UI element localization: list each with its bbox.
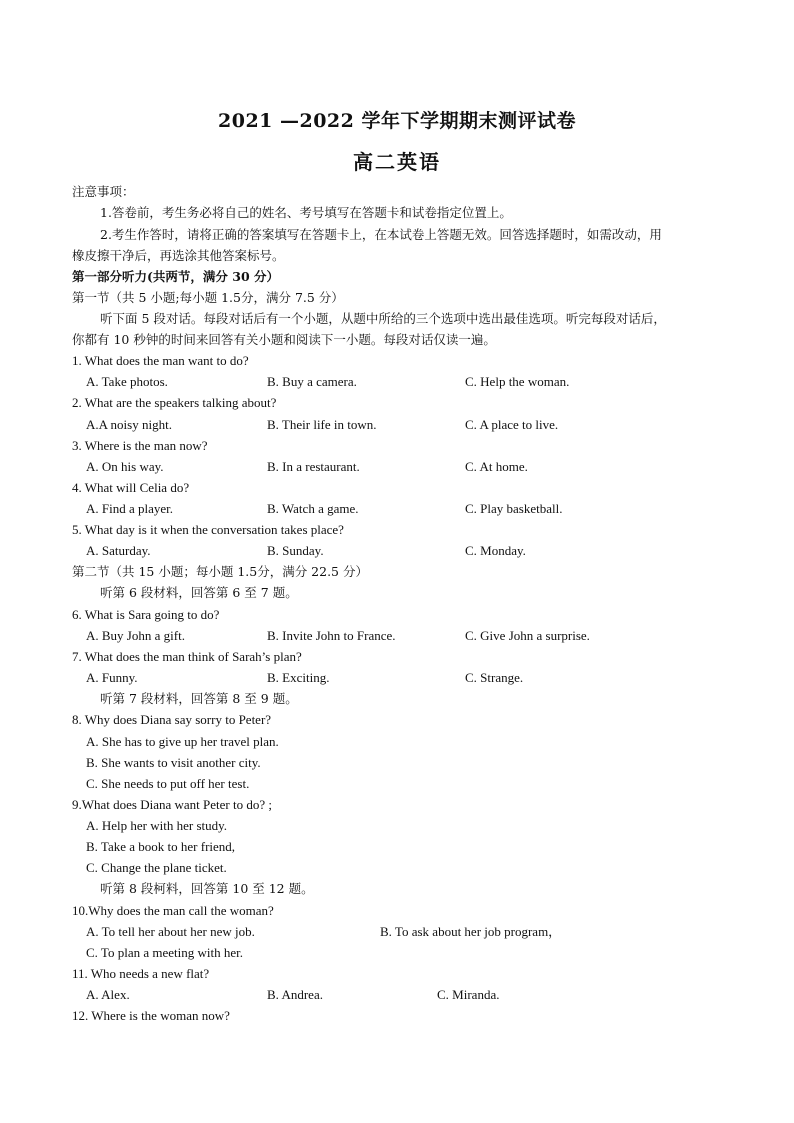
part1-heading: 第一部分听力(共两节，满分 30 分） bbox=[72, 269, 280, 284]
section2-heading: 第二节（共 15 小题；每小题 1.5分，满分 22.5 分） bbox=[72, 564, 368, 579]
material-8-instruction: 听第 8 段柯料，回答第 10 至 12 题。 bbox=[100, 881, 314, 896]
q2-option-b: B. Their life in town. bbox=[267, 417, 377, 432]
material-7-instruction: 听第 7 段材料，回答第 8 至 9 题。 bbox=[100, 691, 298, 706]
question-6: 6. What is Sara going to do? bbox=[72, 607, 220, 622]
q7-option-c: C. Strange. bbox=[465, 670, 524, 685]
question-1: 1. What does the man want to do? bbox=[72, 353, 249, 368]
q9-option-b: B. Take a book to her friend, bbox=[86, 839, 236, 854]
q11-option-c: C. Miranda. bbox=[437, 987, 500, 1002]
q10-option-c: C. To plan a meeting with her. bbox=[86, 945, 243, 960]
q3-option-a: A. On his way. bbox=[86, 459, 164, 474]
q1-option-c: C. Help the woman. bbox=[465, 374, 570, 389]
question-10: 10.Why does the man call the woman? bbox=[72, 903, 274, 918]
q1-option-b: B. Buy a camera. bbox=[267, 374, 357, 389]
q2-option-a: A.A noisy night. bbox=[86, 417, 172, 432]
notice-item-1: 1.答卷前，考生务必将自己的姓名、考号填写在答题卡和试卷指定位置上。 bbox=[100, 205, 512, 220]
notice-heading: 注意事项： bbox=[72, 184, 135, 199]
q5-option-b: B. Sunday. bbox=[267, 543, 324, 558]
q8-option-c: C. She needs to put off her test. bbox=[86, 776, 250, 791]
question-7: 7. What does the man think of Sarah’s plan? bbox=[72, 649, 302, 664]
page-subtitle: 高二英语 bbox=[353, 150, 441, 174]
notice-item-2-line-1: 2.考生作答时，请将正确的答案填写在答题卡上，在本试卷上答题无效。回答选择题时，如需改动，用 bbox=[100, 227, 662, 242]
q4-option-c: C. Play basketball. bbox=[465, 501, 563, 516]
q2-option-c: C. A place to live. bbox=[465, 417, 559, 432]
q6-option-a: A. Buy John a gift. bbox=[86, 628, 185, 643]
q5-option-a: A. Saturday. bbox=[86, 543, 151, 558]
q10-option-b: B. To ask about her job program， bbox=[380, 924, 562, 939]
notice-item-2-line-2: 橡皮擦干净后，再选涂其他答案标号。 bbox=[72, 248, 285, 263]
question-11: 11. Who needs a new flat? bbox=[72, 966, 210, 981]
section1-heading: 第一节（共 5 小题;每小题 1.5分，满分 7.5 分） bbox=[72, 290, 344, 305]
q3-option-c: C. At home. bbox=[465, 459, 528, 474]
page-title: 2021 —2022 学年下学期期末测评试卷 bbox=[218, 110, 576, 132]
section1-instructions-line-1: 听下面 5 段对话。每段对话后有一个小题，从题中所给的三个选项中选出最佳选项。听完每段对话后， bbox=[100, 311, 666, 326]
q8-option-a: A. She has to give up her travel plan. bbox=[86, 734, 279, 749]
q9-option-a: A. Help her with her study. bbox=[86, 818, 228, 833]
question-2: 2. What are the speakers talking about? bbox=[72, 395, 277, 410]
q10-option-a: A. To tell her about her new job. bbox=[86, 924, 255, 939]
question-8: 8. Why does Diana say sorry to Peter? bbox=[72, 712, 272, 727]
q11-option-a: A. Alex. bbox=[86, 987, 130, 1002]
question-4: 4. What will Celia do? bbox=[72, 480, 190, 495]
question-3: 3. Where is the man now? bbox=[72, 438, 208, 453]
q7-option-a: A. Funny. bbox=[86, 670, 138, 685]
q4-option-a: A. Find a player. bbox=[86, 501, 174, 516]
question-5: 5. What day is it when the conversation takes place? bbox=[72, 522, 344, 537]
q11-option-b: B. Andrea. bbox=[267, 987, 323, 1002]
q8-option-b: B. She wants to visit another city. bbox=[86, 755, 261, 770]
q9-option-c: C. Change the plane ticket. bbox=[86, 860, 227, 875]
q1-option-a: A. Take photos. bbox=[86, 374, 168, 389]
question-12: 12. Where is the woman now? bbox=[72, 1008, 230, 1023]
q6-option-c: C. Give John a surprise. bbox=[465, 628, 590, 643]
q7-option-b: B. Exciting. bbox=[267, 670, 330, 685]
question-9: 9.What does Diana want Peter to do? ; bbox=[72, 797, 272, 812]
q4-option-b: B. Watch a game. bbox=[267, 501, 359, 516]
section1-instructions-line-2: 你都有 10 秒钟的时间来回答有关小题和阅读下一小题。每段对话仅读一遍。 bbox=[72, 332, 496, 347]
q6-option-b: B. Invite John to France. bbox=[267, 628, 396, 643]
material-6-instruction: 听第 6 段材料，回答第 6 至 7 题。 bbox=[100, 585, 298, 600]
q3-option-b: B. In a restaurant. bbox=[267, 459, 360, 474]
q5-option-c: C. Monday. bbox=[465, 543, 526, 558]
